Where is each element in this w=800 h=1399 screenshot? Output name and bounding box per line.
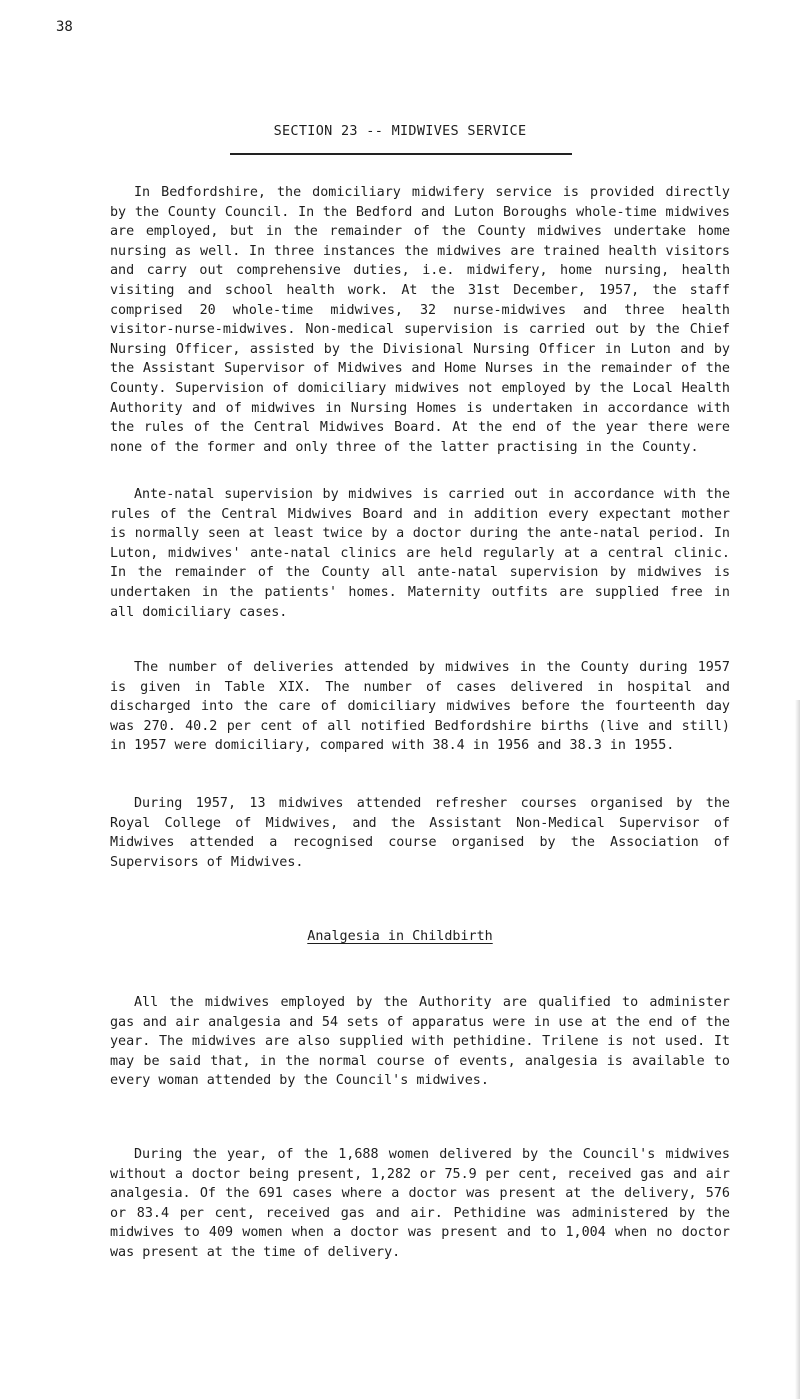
page-number: 38 [56,19,73,35]
paragraph-analgesia-availability: All the midwives employed by the Authority are qualified to administer gas and air analgesia and 54 sets of apparatus were in use at the end of the year. The midwives are also supplied with pethidine. Trilene is not used. It may be said that, in the normal course of events, analgesia is available to every woman attended by the Council's midwives. [110,995,730,1089]
paragraph-refresher-courses: During 1957, 13 midwives attended refresher courses organised by the Royal College of Midwives, and the Assistant Non-Medical Supervisor of Midwives attended a recognised course organised by the Association of Supervisors of Midwives. [110,796,730,870]
analgesia-heading-text: Analgesia in Childbirth [307,929,493,944]
paragraph-antenatal: Ante-natal supervision by midwives is carried out in accordance with the rules of the Central Midwives Board and in addition every expectant mother is normally seen at least twice by a doctor during the ante-natal period. In Luton, midwives' ante-natal clinics are held regularly at a central clinic. In the remainder of the County all ante-natal supervision by midwives is undertaken in the patients' homes. Maternity outfits are supplied free in all domiciliary cases. [110,487,730,620]
title-underline [230,153,572,155]
paragraph-intro: In Bedfordshire, the domiciliary midwifery service is provided directly by the County Council. In the Bedford and Luton Boroughs whole-time midwives are employed, but in the remainder of the County midwives undertake home nursing as well. In three instances the midwives are trained health visitors and carry out comprehensive duties, i.e. midwifery, home nursing, health visiting and school health work. At the 31st December, 1957, the staff comprised 20 whole-time midwives, 32 nurse-midwives and three health visitor-nurse-midwives. Non-medical supervision is carried out by the Chief Nursing Officer, assisted by the Divisional Nursing Officer in Luton and by the Assistant Supervisor of Midwives and Home Nurses in the remainder of the County. Supervision of domiciliary midwives not employed by the Local Health Authority and of midwives in Nursing Homes is undertaken in accordance with the rules of the Central Midwives Board. At the end of the year there were none of the former and only three of the latter practising in the County. [110,185,730,455]
scan-edge-shadow [795,700,800,1399]
paragraph-analgesia-statistics: During the year, of the 1,688 women delivered by the Council's midwives without a doctor being present, 1,282 or 75.9 per cent, received gas and air analgesia. Of the 691 cases where a doctor was present at the delivery, 576 or 83.4 per cent, received gas and air. Pethidine was administered by the midwives to 409 women when a doctor was present and to 1,004 when no doctor was present at the time of delivery. [110,1147,730,1260]
paragraph-deliveries: The number of deliveries attended by midwives in the County during 1957 is given in Table XIX. The number of cases delivered in hospital and discharged into the care of domiciliary midwives before the fourteenth day was 270. 40.2 per cent of all notified Bedfordshire births (live and still) in 1957 were domiciliary, compared with 38.4 in 1956 and 38.3 in 1955. [110,660,730,754]
section-title: SECTION 23 -- MIDWIVES SERVICE [273,123,527,139]
analgesia-heading [0,929,800,944]
